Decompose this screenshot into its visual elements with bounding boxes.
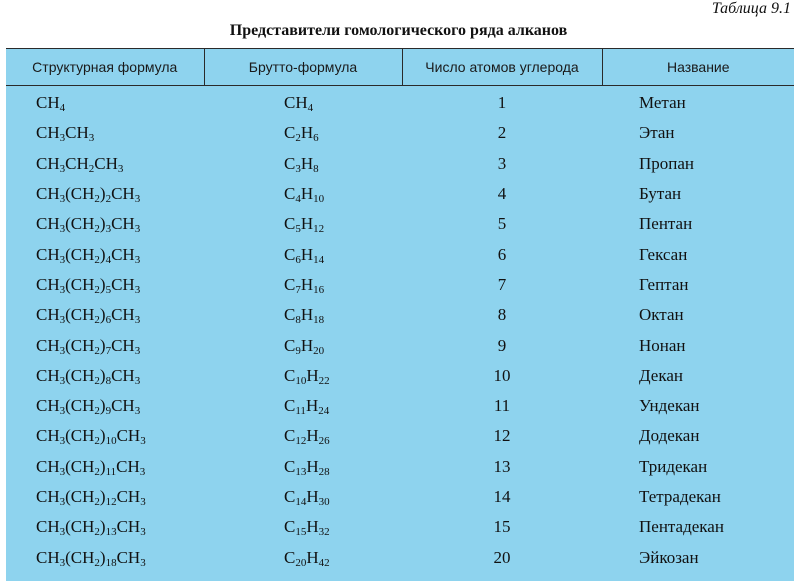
formula-text: CH <box>36 487 60 506</box>
formula-text: CH <box>111 274 135 294</box>
table-row <box>6 391 794 421</box>
brutto-formula-cell <box>204 239 402 269</box>
table-title: Представители гомологического ряда алканов <box>229 22 568 39</box>
brutto-formula-cell <box>204 209 402 239</box>
formula-text: C <box>284 517 296 537</box>
formula-subscript: 6 <box>313 132 319 145</box>
table-header-row <box>6 49 794 86</box>
formula-text: (CH <box>65 244 95 264</box>
table-row <box>6 300 794 330</box>
formula-subscript: 3 <box>134 344 141 357</box>
formula-text: CH <box>36 426 60 446</box>
formula-subscript: 15 <box>295 526 307 539</box>
formula-text: ) <box>99 547 106 567</box>
formula-text: CH <box>36 305 60 325</box>
carbon-count-cell: 5 <box>497 214 507 234</box>
formula-subscript: 6 <box>105 314 112 327</box>
formula-subscript: 14 <box>295 496 307 508</box>
formula-text: CH <box>36 365 60 385</box>
brutto-formula-cell <box>204 452 402 482</box>
formula-subscript: 2 <box>94 374 100 387</box>
formula-subscript: 2 <box>94 223 100 236</box>
formula-text: (CH <box>65 214 95 234</box>
formula-text: ) <box>99 396 106 416</box>
structural-formula-cell <box>6 179 204 209</box>
header-name: Название <box>602 49 794 86</box>
alkane-name-cell: Гептан <box>639 274 689 294</box>
formula-text: H <box>306 517 319 537</box>
formula-subscript: 14 <box>313 253 325 266</box>
formula-text: H <box>306 365 319 385</box>
alkane-name-cell: Эйкозан <box>639 547 699 567</box>
formula-subscript: 6 <box>295 253 301 266</box>
formula-text: ) <box>99 456 106 476</box>
structural-formula-cell <box>6 118 204 148</box>
formula-text: ) <box>99 274 106 294</box>
formula-subscript: 3 <box>139 465 146 478</box>
formula-subscript: 3 <box>59 435 66 448</box>
structural-formula-cell <box>6 512 204 542</box>
structural-formula-cell <box>6 239 204 269</box>
formula-subscript: 3 <box>59 465 66 478</box>
formula-text: CH <box>111 184 135 204</box>
formula-subscript: 3 <box>59 526 66 539</box>
carbon-count-cell: 4 <box>497 184 507 204</box>
formula-subscript: 10 <box>295 374 307 387</box>
formula-text: CH <box>36 93 60 113</box>
formula-subscript: 2 <box>94 283 100 296</box>
formula-subscript: 2 <box>295 132 301 145</box>
formula-text: CH <box>284 93 308 113</box>
formula-text: H <box>300 305 314 325</box>
structural-formula-cell <box>6 86 204 119</box>
formula-text: C <box>284 244 296 264</box>
formula-subscript: 2 <box>94 314 100 327</box>
formula-subscript: 3 <box>134 223 141 236</box>
carbon-count-cell: 8 <box>497 305 507 325</box>
formula-text: ) <box>99 365 106 385</box>
formula-subscript: 3 <box>59 162 66 175</box>
formula-text: (CH <box>65 305 95 325</box>
alkane-name-cell: Пентан <box>639 214 693 234</box>
alkane-name-cell: Додекан <box>639 426 700 446</box>
table-number-label: Таблица 9.1 <box>711 0 791 17</box>
alkane-name-cell: Бутан <box>639 184 682 204</box>
formula-text: CH <box>36 517 60 537</box>
formula-subscript: 12 <box>313 223 325 236</box>
formula-text: ) <box>99 517 106 537</box>
formula-text: CH <box>116 426 141 446</box>
formula-text: ) <box>99 487 106 506</box>
brutto-formula-cell <box>204 86 402 119</box>
structural-formula-cell <box>6 421 204 451</box>
formula-text: (CH <box>65 426 95 446</box>
table-row <box>6 330 794 360</box>
alkane-name-cell: Декан <box>639 365 683 385</box>
formula-subscript: 4 <box>105 253 112 266</box>
formula-text: H <box>306 487 319 506</box>
formula-subscript: 9 <box>105 405 112 418</box>
brutto-formula-cell <box>204 512 402 542</box>
formula-subscript: 3 <box>59 283 66 296</box>
formula-subscript: 2 <box>94 526 100 539</box>
formula-subscript: 3 <box>59 374 66 387</box>
formula-text: CH <box>36 184 60 204</box>
formula-text: CH <box>36 547 60 567</box>
formula-subscript: 42 <box>318 556 330 569</box>
formula-subscript: 3 <box>59 223 66 236</box>
formula-text: CH <box>116 547 141 567</box>
formula-text: C <box>284 184 296 204</box>
structural-formula-cell <box>6 391 204 421</box>
formula-subscript: 2 <box>94 253 100 266</box>
formula-subscript: 2 <box>94 405 100 418</box>
formula-subscript: 3 <box>140 526 146 539</box>
carbon-count-cell: 15 <box>493 517 511 537</box>
formula-text: CH <box>36 396 60 416</box>
formula-text: ) <box>99 305 106 325</box>
table-row <box>6 452 794 482</box>
formula-text: CH <box>111 365 135 385</box>
formula-subscript: 3 <box>140 556 146 569</box>
structural-formula-cell <box>6 300 204 330</box>
formula-subscript: 3 <box>134 283 141 296</box>
formula-subscript: 18 <box>313 314 325 327</box>
formula-subscript: 32 <box>318 526 330 539</box>
carbon-count-cell: 12 <box>493 426 511 446</box>
alkane-name-cell: Пропан <box>639 153 695 173</box>
formula-text: CH <box>36 123 60 143</box>
formula-text: H <box>306 547 319 567</box>
formula-subscript: 11 <box>295 405 306 418</box>
formula-subscript: 10 <box>313 193 325 206</box>
formula-text: CH <box>111 214 135 234</box>
formula-text: (CH <box>65 184 95 204</box>
formula-subscript: 7 <box>295 283 301 296</box>
formula-subscript: 10 <box>105 435 117 448</box>
formula-text: H <box>300 335 314 355</box>
formula-subscript: 18 <box>105 556 117 569</box>
formula-subscript: 3 <box>134 374 141 387</box>
formula-text: CH <box>111 305 135 325</box>
carbon-count-cell: 9 <box>497 335 507 355</box>
formula-subscript: 4 <box>59 102 66 115</box>
formula-subscript: 9 <box>295 344 301 357</box>
formula-subscript: 3 <box>59 405 66 418</box>
formula-text: CH <box>36 274 60 294</box>
table-row <box>6 86 794 119</box>
formula-subscript: 3 <box>134 253 141 266</box>
formula-subscript: 5 <box>295 223 301 236</box>
formula-text: C <box>284 396 296 416</box>
formula-text: CH <box>65 153 89 173</box>
formula-subscript: 3 <box>134 193 141 206</box>
formula-subscript: 5 <box>105 283 112 296</box>
structural-formula-cell <box>6 149 204 179</box>
formula-subscript: 22 <box>318 374 330 387</box>
carbon-count-cell: 10 <box>493 365 511 385</box>
alkane-name-cell: Метан <box>639 93 686 113</box>
alkane-name-cell: Гексан <box>639 244 688 264</box>
table-row <box>6 512 794 542</box>
formula-subscript: 3 <box>134 314 141 327</box>
formula-text: H <box>300 274 314 294</box>
alkane-name-cell: Октан <box>639 305 684 325</box>
brutto-formula-cell <box>204 482 402 512</box>
formula-text: (CH <box>65 396 95 416</box>
formula-text: (CH <box>65 365 95 385</box>
formula-text: CH <box>36 456 60 476</box>
table-row <box>6 482 794 512</box>
formula-text: H <box>300 214 314 234</box>
formula-text: H <box>300 123 314 143</box>
table-row <box>6 179 794 209</box>
structural-formula-cell <box>6 330 204 360</box>
carbon-count-cell: 14 <box>493 487 511 506</box>
formula-text: (CH <box>65 547 95 567</box>
formula-subscript: 11 <box>105 465 117 478</box>
formula-subscript: 26 <box>318 435 330 448</box>
brutto-formula-cell <box>204 118 402 148</box>
formula-text: C <box>284 214 296 234</box>
carbon-count-cell: 11 <box>493 396 511 416</box>
formula-subscript: 12 <box>105 496 117 508</box>
alkanes-table-container <box>6 48 794 581</box>
formula-text: (CH <box>65 456 95 476</box>
formula-text: CH <box>111 396 135 416</box>
alkane-name-cell: Тридекан <box>639 456 708 476</box>
formula-text: CH <box>116 487 141 506</box>
formula-subscript: 3 <box>134 405 141 418</box>
table-row <box>6 239 794 269</box>
formula-subscript: 3 <box>59 193 66 206</box>
formula-text: (CH <box>65 335 95 355</box>
formula-subscript: 20 <box>313 344 325 357</box>
carbon-count-cell: 3 <box>497 153 507 173</box>
formula-text: H <box>300 244 314 264</box>
formula-subscript: 3 <box>59 132 66 145</box>
formula-text: CH <box>116 456 140 476</box>
formula-subscript: 3 <box>117 162 124 175</box>
header-brutto-formula: Брутто-формула <box>204 49 402 86</box>
formula-subscript: 8 <box>105 374 112 387</box>
formula-subscript: 3 <box>59 314 66 327</box>
formula-text: (CH <box>65 517 95 537</box>
formula-text: C <box>284 153 296 173</box>
brutto-formula-cell <box>204 361 402 391</box>
formula-text: H <box>306 456 319 476</box>
table-row <box>6 209 794 239</box>
formula-subscript: 28 <box>318 465 330 478</box>
table-row <box>6 149 794 179</box>
carbon-count-cell: 6 <box>497 244 507 264</box>
formula-text: CH <box>36 153 60 173</box>
formula-text: ) <box>99 214 106 234</box>
formula-subscript: 2 <box>94 465 100 478</box>
alkane-name-cell: Ундекан <box>639 396 700 416</box>
brutto-formula-cell <box>204 270 402 300</box>
brutto-formula-cell <box>204 300 402 330</box>
brutto-formula-cell <box>204 149 402 179</box>
table-row <box>6 542 794 572</box>
brutto-formula-cell <box>204 391 402 421</box>
formula-text: C <box>284 123 296 143</box>
structural-formula-cell <box>6 452 204 482</box>
formula-text: H <box>300 153 314 173</box>
table-row <box>6 361 794 391</box>
formula-text: C <box>284 365 296 385</box>
formula-text: CH <box>36 214 60 234</box>
formula-subscript: 30 <box>318 496 330 508</box>
carbon-count-cell: 20 <box>493 547 511 567</box>
formula-text: C <box>284 456 296 476</box>
formula-subscript: 4 <box>295 193 301 206</box>
alkane-name-cell: Пентадекан <box>639 517 724 537</box>
formula-text: C <box>284 426 296 446</box>
formula-subscript: 2 <box>94 435 100 448</box>
formula-text: CH <box>116 517 141 537</box>
formula-subscript: 3 <box>59 344 66 357</box>
alkane-name-cell: Тетрадекан <box>639 487 721 506</box>
formula-text: C <box>284 305 296 325</box>
formula-subscript: 8 <box>313 162 319 175</box>
formula-text: H <box>306 426 319 446</box>
formula-text: H <box>305 396 319 416</box>
formula-subscript: 2 <box>94 496 100 508</box>
structural-formula-cell <box>6 482 204 512</box>
formula-subscript: 2 <box>94 344 100 357</box>
table-row <box>6 270 794 300</box>
formula-text: CH <box>111 244 135 264</box>
formula-text: C <box>284 547 296 567</box>
formula-text: CH <box>65 123 89 143</box>
formula-subscript: 3 <box>140 496 146 508</box>
formula-subscript: 3 <box>105 223 112 236</box>
formula-text: ) <box>99 335 106 355</box>
brutto-formula-cell <box>204 330 402 360</box>
carbon-count-cell: 7 <box>497 274 507 294</box>
table-body <box>6 86 794 573</box>
formula-subscript: 13 <box>105 526 117 539</box>
carbon-count-cell: 1 <box>497 93 507 113</box>
alkanes-table <box>6 48 794 573</box>
formula-subscript: 16 <box>313 283 325 296</box>
table-row <box>6 421 794 451</box>
formula-subscript: 3 <box>59 556 66 569</box>
structural-formula-cell <box>6 361 204 391</box>
formula-subscript: 3 <box>59 253 66 266</box>
formula-subscript: 12 <box>295 435 307 448</box>
alkane-name-cell: Этан <box>639 123 675 143</box>
formula-text: (CH <box>65 487 95 506</box>
alkane-name-cell: Нонан <box>639 335 686 355</box>
formula-text: H <box>300 184 314 204</box>
carbon-count-cell: 13 <box>493 456 511 476</box>
formula-text: CH <box>94 153 118 173</box>
header-carbon-count: Число атомов углерода <box>402 49 602 86</box>
formula-text: ) <box>99 184 106 204</box>
formula-subscript: 8 <box>295 314 301 327</box>
formula-text: ) <box>99 244 106 264</box>
formula-subscript: 4 <box>307 102 314 115</box>
table-row <box>6 118 794 148</box>
formula-text: C <box>284 335 296 355</box>
formula-subscript: 3 <box>59 496 66 508</box>
header-structural-formula: Структурная формула <box>6 49 204 86</box>
structural-formula-cell <box>6 209 204 239</box>
structural-formula-cell <box>6 542 204 572</box>
formula-subscript: 7 <box>105 344 112 357</box>
formula-subscript: 13 <box>295 465 307 478</box>
formula-subscript: 2 <box>88 162 95 175</box>
formula-text: CH <box>36 244 60 264</box>
formula-subscript: 24 <box>318 405 330 418</box>
carbon-count-cell: 2 <box>497 123 507 143</box>
formula-subscript: 2 <box>94 556 100 569</box>
formula-text: CH <box>111 335 135 355</box>
brutto-formula-cell <box>204 179 402 209</box>
formula-text: C <box>284 487 296 506</box>
formula-subscript: 3 <box>140 435 146 448</box>
formula-text: CH <box>36 335 60 355</box>
brutto-formula-cell <box>204 542 402 572</box>
formula-subscript: 2 <box>94 193 100 206</box>
formula-subscript: 2 <box>105 193 112 206</box>
formula-subscript: 3 <box>88 132 95 145</box>
brutto-formula-cell <box>204 421 402 451</box>
formula-text: ) <box>99 426 106 446</box>
formula-subscript: 20 <box>295 556 307 569</box>
formula-text: (CH <box>65 274 95 294</box>
formula-subscript: 3 <box>295 162 301 175</box>
structural-formula-cell <box>6 270 204 300</box>
formula-text: C <box>284 274 296 294</box>
